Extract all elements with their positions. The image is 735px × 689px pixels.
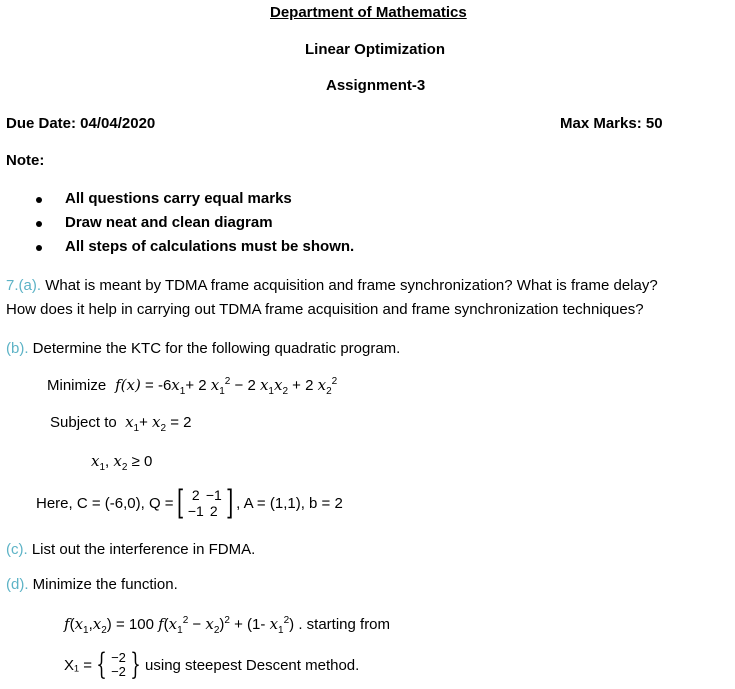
constraint-2: $x_1$, $x_2 \ge 0$: [91, 452, 153, 473]
note-item: Draw neat and clean diagram: [65, 214, 273, 231]
question-7d: [6, 576, 178, 593]
parameters-suffix: , A = (1,1), b = 2: [236, 494, 343, 512]
max-marks: Max Marks: 50: [560, 115, 663, 132]
question-label: (c).: [6, 541, 28, 558]
parameters-prefix: Here, C = (-6,0), Q =: [36, 494, 174, 512]
constraint-expression: $x_1+ x_2 = 2$: [125, 413, 192, 434]
x1-vector: { −2 −2 }: [96, 647, 141, 682]
parameters-line: [36, 483, 343, 523]
initial-point-line: [64, 647, 360, 682]
assignment-title: Assignment-3: [326, 77, 426, 94]
question-text: List out the interference in FDMA.: [31, 541, 256, 558]
question-label: 7.(a).: [6, 277, 42, 294]
question-text: Minimize the function.: [32, 576, 178, 593]
question-label: (d).: [6, 576, 29, 593]
x1-label: X₁ =: [64, 656, 92, 674]
method-text: using steepest Descent method.: [145, 656, 360, 674]
q-matrix: [ 2 −1 −1 2 ]: [176, 483, 234, 523]
objective-function: [47, 376, 337, 397]
question-7b: [6, 340, 400, 357]
constraint-1: [50, 413, 192, 434]
vector-cell: −2: [111, 650, 126, 665]
matrix-cell: 2: [209, 503, 218, 519]
bullet-icon: [36, 221, 42, 227]
matrix-cell: −1: [205, 487, 222, 503]
note-title: Note:: [6, 152, 45, 169]
matrix-cell: −1: [187, 503, 204, 519]
function-definition: $f(x_1,x_2) = 100$ $f(x_1^2 - x_2)^2 + (1-$ $x_1^2$) . starting from: [64, 615, 391, 636]
starting-from-text: . starting from: [298, 616, 391, 633]
question-7c: [6, 541, 255, 558]
objective-terms: = $-6x_1+ 2$ $x_1^2 - 2$ $x_1x_2 + 2$ $x_2^2$: [145, 376, 338, 397]
question-7a: [6, 277, 658, 294]
matrix-cell: 2: [191, 487, 200, 503]
note-item: All questions carry equal marks: [65, 190, 292, 207]
department-title: Department of Mathematics: [270, 4, 467, 21]
objective-expression: f(x): [110, 376, 141, 394]
vector-cell: −2: [111, 664, 126, 679]
question-text: Determine the KTC for the following quadratic program.: [32, 340, 401, 357]
question-7a-line2: How does it help in carrying out TDMA frame acquisition and frame synchronization techniques?: [6, 301, 644, 318]
due-date: Due Date: 04/04/2020: [6, 115, 156, 132]
bullet-icon: [36, 245, 42, 251]
note-item: All steps of calculations must be shown.: [65, 238, 355, 255]
course-title: Linear Optimization: [305, 41, 446, 58]
subject-to-label: Subject to: [50, 414, 117, 431]
minimize-label: Minimize: [47, 377, 107, 394]
question-label: (b).: [6, 340, 29, 357]
question-text: What is meant by TDMA frame acquisition and frame synchronization? What is frame delay?: [45, 277, 658, 294]
bullet-icon: [36, 197, 42, 203]
